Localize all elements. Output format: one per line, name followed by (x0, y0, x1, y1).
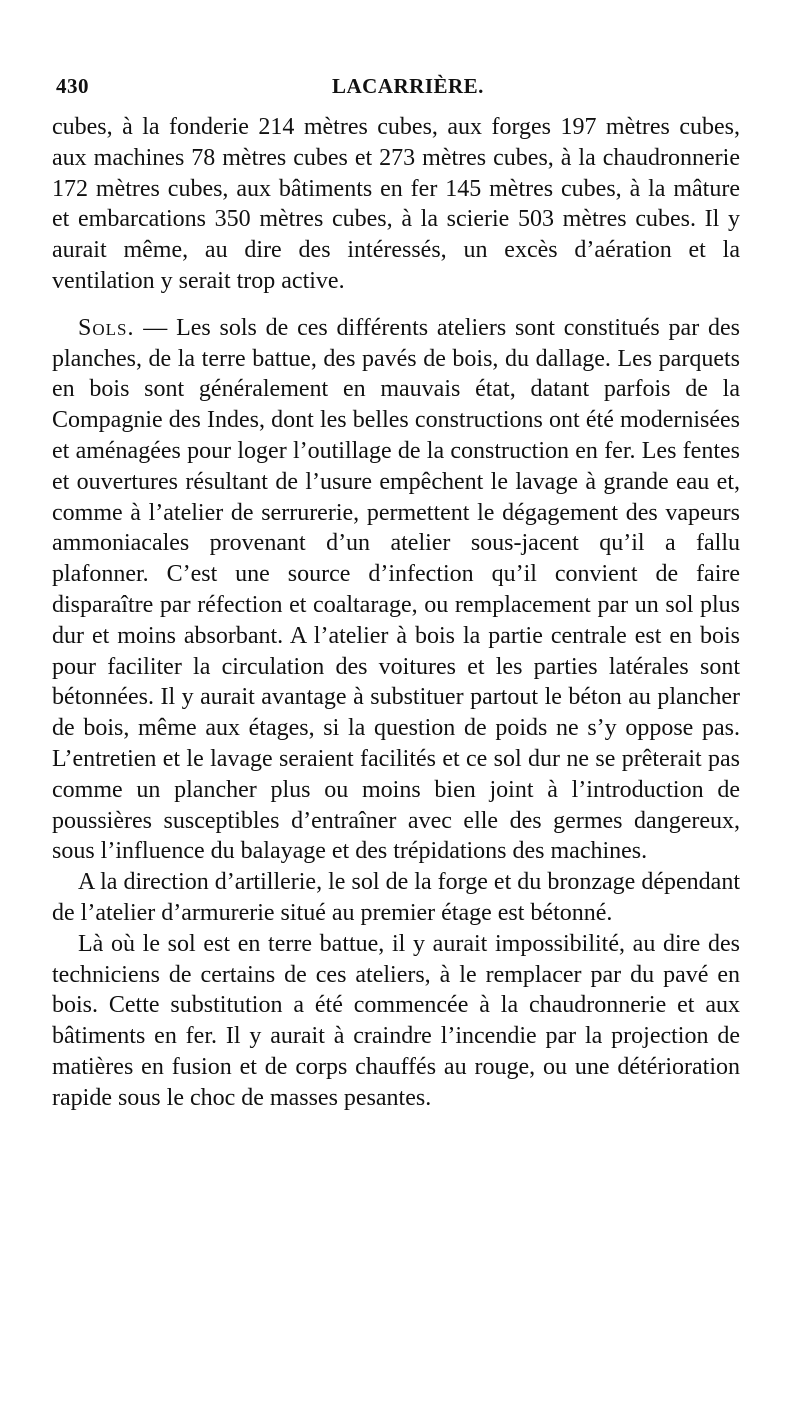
paragraph-terre-battue: Là où le sol est en terre battue, il y aurait impossibilité, au dire des techniciens de certains de ces ateliers, à le remplacer par du pavé en bois. Cette substitution a été commencée à la chaudronnerie et aux bâtiments en fer. Il y aurait à craindre l’incendie par la projection de matières en fusion et de corps chauffés au rouge, ou une détérioration rapide sous le choc de masses pesantes. (52, 930, 740, 1111)
page-body (52, 112, 740, 1114)
running-title: LACARRIÈRE. (332, 74, 484, 98)
paragraph-sols (52, 313, 740, 867)
paragraph-sols-text: — Les sols de ces différents ateliers sont constitués par des planches, de la terre battue, des pavés de bois, du dallage. Les parquets en bois sont généralement en mauvais état, datant parfois de la Compagnie des Indes, dont les belles constructions ont été modernisées et aménagées pour loger l’outillage de la construction en fer. Les fentes et ouvertures résultant de l’usure empêchent le lavage à grande eau et, comme à l’atelier de serrurerie, permettent le dégagement des vapeurs ammoniacales provenant d’un atelier sous-jacent qu’il a fallu plafonner. C’est une source d’infection qu’il convient de faire disparaître par réfection et coaltarage, ou remplacement par un sol plus dur et moins absorbant. A l’atelier à bois la partie centrale est en bois pour faciliter la circulation des voitures et les parties latérales sont bétonnées. Il y aurait avantage à substituer partout le béton au plancher de bois, même aux étages, si la question de poids ne s’y oppose pas. L’entretien et le lavage seraient facilités et ce sol dur ne se prêterait pas comme un plancher plus ou moins bien joint à l’introduction de poussières susceptibles d’entraîner avec elle des germes dangereux, sous l’influence du balayage et des trépidations des machines. (52, 314, 740, 865)
section-lead-sols: Sols. (78, 314, 135, 341)
page-number: 430 (56, 74, 89, 98)
page-header (56, 74, 746, 108)
paragraph-direction-artillerie: A la direction d’artillerie, le sol de la forge et du bronzage dépendant de l’atelier d’armurerie situé au premier étage est bétonné. (52, 869, 740, 926)
paragraph-ventilation: cubes, à la fonderie 214 mètres cubes, aux forges 197 mètres cubes, aux machines 78 mètres cubes et 273 mètres cubes, à la chaudronnerie 172 mètres cubes, aux bâtiments en fer 145 mètres cubes, à la mâture et embarcations 350 mètres cubes, à la scierie 503 mètres cubes. Il y aurait même, au dire des intéressés, un excès d’aération et la ventilation y serait trop active. (52, 114, 740, 294)
